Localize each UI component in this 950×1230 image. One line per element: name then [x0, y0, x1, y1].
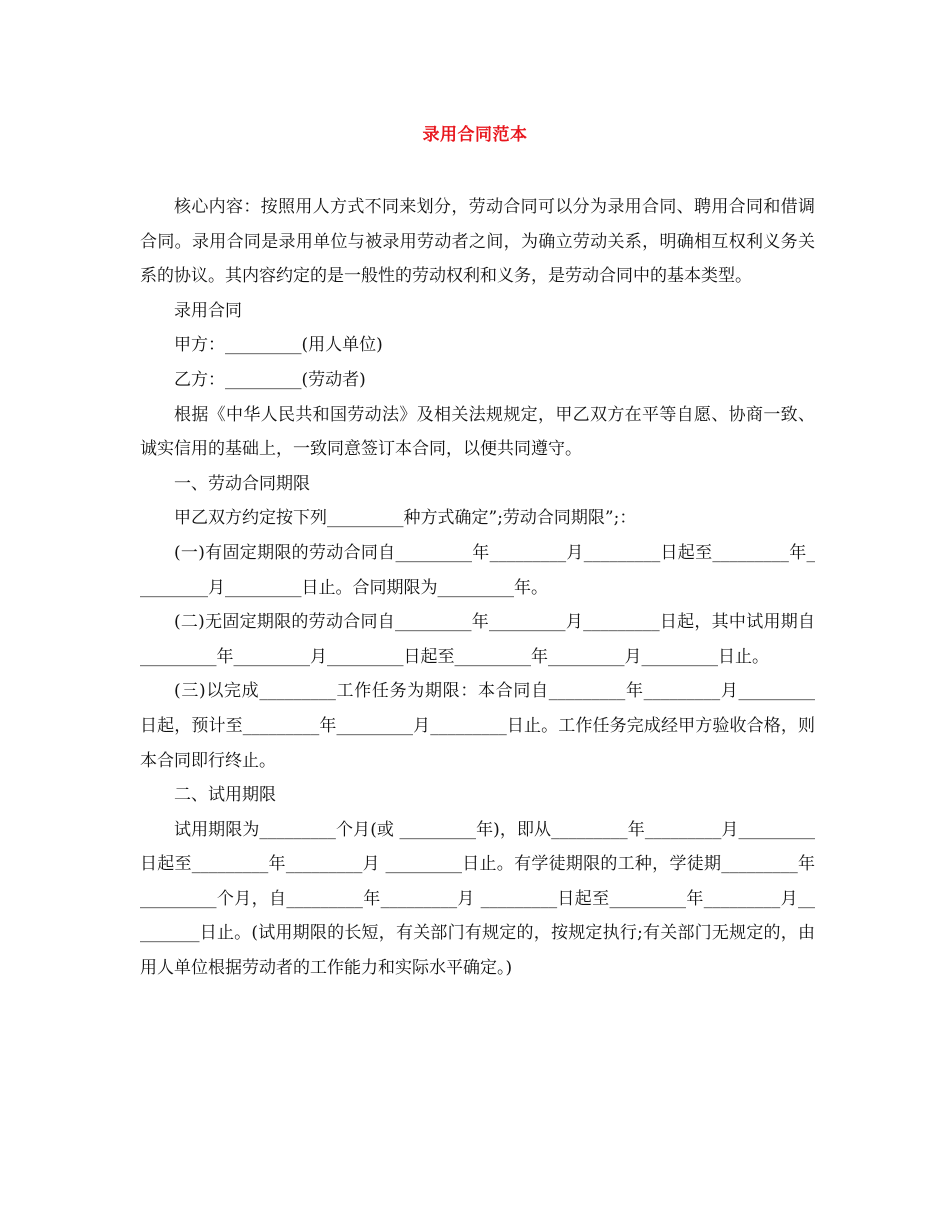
paragraph-task-term: (三)以完成_________工作任务为期限：本合同自_________年_________月_________日起，预计至_________年_________月_________日止。工作任务完成经甲方验收合格，则本合同即行终止。 — [140, 681, 815, 771]
paragraph-open-term: (二)无固定期限的劳动合同自_________年_________月_________日起，其中试用期自_________年_________月_________日起至_________年_________月_________日止。 — [140, 612, 815, 667]
section-heading-contract-term: 一、劳动合同期限 — [174, 473, 310, 494]
section-heading-probation: 二、试用期限 — [174, 785, 276, 806]
paragraph-term-method: 甲乙双方约定按下列_________种方式确定”;劳动合同期限”;： — [174, 508, 637, 529]
paragraph-legal-basis: 根据《中华人民共和国劳动法》及相关法规规定，甲乙双方在平等自愿、协商一致、诚实信用的基础上，一致同意签订本合同，以便共同遵守。 — [140, 404, 815, 460]
document-title: 录用合同范本 — [422, 125, 528, 145]
document-body — [140, 190, 815, 986]
paragraph-probation-term: 试用期限为_________个月(或 _________年)，即从_________年_________月_________日起至_________年_________月 _________日止。有学徒期限的工种，学徒期_________年_________个月，自_________年_________月 _________日起至_________年_________月_________日止。(试用期限的长短，有关部门有规定的，按规定执行;有关部门无规定的，由用人单位根据劳动者的工作能力和实际水平确定。) — [140, 819, 815, 979]
paragraph-core-content: 核心内容：按照用人方式不同来划分，劳动合同可以分为录用合同、聘用合同和借调合同。录用合同是录用单位与被录用劳动者之间，为确立劳动关系，明确相互权利义务关系的协议。其内容约定的是一般性的劳动权利和义务，是劳动合同中的基本类型。 — [140, 197, 815, 287]
paragraph-fixed-term: (一)有固定期限的劳动合同自_________年_________月_________日起至_________年_________月_________日止。合同期限为_________年。 — [140, 542, 815, 598]
paragraph-contract-heading: 录用合同 — [174, 300, 242, 321]
paragraph-party-a: 甲方：_________(用人单位) — [174, 335, 383, 356]
paragraph-party-b: 乙方：_________(劳动者) — [174, 369, 366, 390]
